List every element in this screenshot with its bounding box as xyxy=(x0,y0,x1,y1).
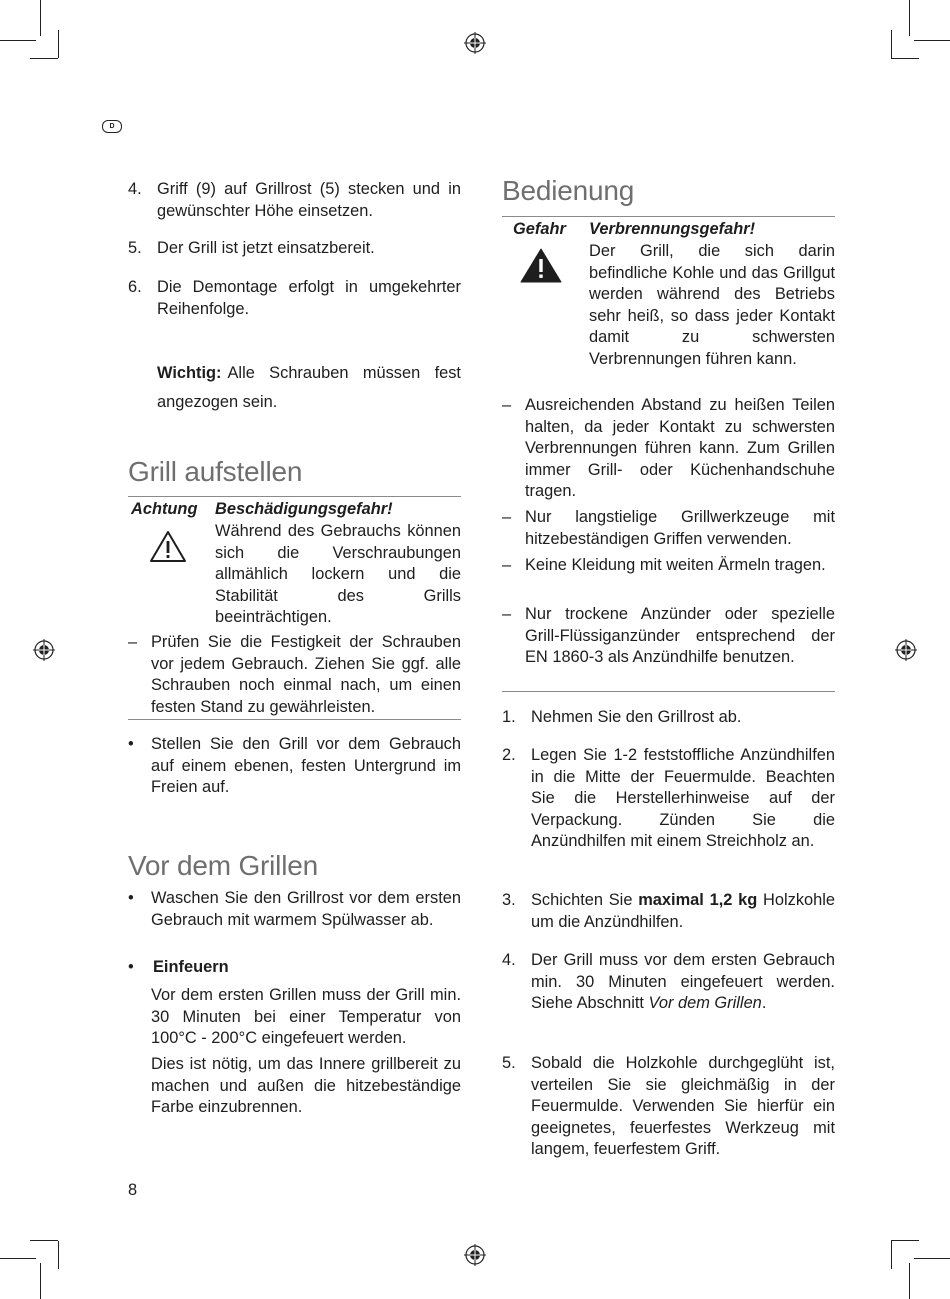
dash-text: Ausreichenden Abstand zu heißen Teilen halten, da jeder Kontakt zu schwersten Verbrennungen führen kann. Zum Grillen immer Grill- oder Küchenhandschuhe tragen. xyxy=(525,396,835,500)
section-title-bedienung: Bedienung xyxy=(502,175,635,206)
dash-text: Keine Kleidung mit weiten Ärmeln tragen. xyxy=(525,556,826,574)
crop-mark-bottom-right-inner-v xyxy=(891,1241,892,1269)
crop-mark-top-left-inner-h xyxy=(30,58,58,59)
crop-mark-bottom-right-vertical xyxy=(909,1263,910,1299)
crop-mark-top-right-inner-h xyxy=(891,58,919,59)
crop-mark-bottom-left-vertical xyxy=(40,1263,41,1299)
step-text xyxy=(531,890,835,933)
danger-dash-item-2 xyxy=(502,507,835,550)
crop-mark-bottom-left-inner-v xyxy=(58,1241,59,1269)
bullet-text: Waschen Sie den Grillrost vor dem ersten Gebrauch mit warmem Spülwasser ab. xyxy=(151,889,461,929)
crop-mark-top-left-inner-v xyxy=(58,30,59,58)
burn-in-bullet-item xyxy=(128,957,461,979)
dash-marker: – xyxy=(502,396,512,414)
step-number: 4. xyxy=(502,951,516,969)
crop-mark-bottom-left-inner-h xyxy=(30,1240,58,1241)
danger-dash-item-4 xyxy=(502,604,835,669)
section-title-vor-dem-grillen: Vor dem Grillen xyxy=(128,850,318,881)
warning-title: Beschädigungsgefahr! xyxy=(215,500,393,518)
warning-dash-item xyxy=(128,632,461,718)
crop-mark-bottom-right-horizontal xyxy=(914,1258,950,1259)
step-text: Legen Sie 1-2 feststoffliche Anzündhilfen in die Mitte der Feuermulde. Beachten Sie die Herstellerhinweise auf der Verpackung. Zünden Sie die Anzündhilfen mit einem Streichholz an. xyxy=(531,746,835,850)
bullet-marker: • xyxy=(128,735,134,753)
dash-text: Nur trockene Anzünder oder spezielle Grill-Flüssiganzünder entsprechend der EN 1860-3 als Anzündhilfe benutzen. xyxy=(525,605,835,666)
assembly-step-6 xyxy=(128,277,461,320)
warning-triangle-outline-icon xyxy=(149,530,187,563)
warning-end-rule xyxy=(128,719,461,720)
burn-in-paragraph-2: Dies ist nötig, um das Innere grillbereit zu machen und außen die hitzebeständige Farbe einzubrennen. xyxy=(151,1055,461,1116)
assembly-step-5 xyxy=(128,238,461,260)
step-number: 1. xyxy=(502,708,516,726)
dash-marker: – xyxy=(502,605,512,623)
operation-step-3 xyxy=(502,890,835,933)
crop-mark-top-right-horizontal xyxy=(914,40,950,41)
step-text: Griff (9) auf Grillrost (5) stecken und in gewünschter Höhe einsetzen. xyxy=(157,180,461,220)
step-text-post: Holzkohle um die Anzündhilfen. xyxy=(531,891,836,931)
bullet-marker: • xyxy=(128,958,134,976)
pre-grill-bullet-item xyxy=(128,888,461,931)
important-text-line1: Alle Schrauben müssen fest xyxy=(227,364,461,382)
step-number: 5. xyxy=(128,239,142,257)
crop-mark-top-right-vertical xyxy=(909,0,910,36)
section-rule xyxy=(502,216,835,217)
dash-text: Prüfen Sie die Festigkeit der Schrauben vor jedem Gebrauch. Ziehen Sie ggf. alle Schrauben noch einmal nach, um einen festen Stand zu gewährleisten. xyxy=(151,633,461,716)
section-rule xyxy=(128,496,461,497)
crop-mark-top-left-vertical xyxy=(40,0,41,36)
operation-step-4 xyxy=(502,950,835,1015)
crop-mark-top-right-inner-v xyxy=(891,30,892,58)
registration-mark-bottom-icon xyxy=(464,1244,486,1266)
step-text-pre: Der Grill muss vor dem ersten Gebrauch min. 30 Minuten eingefeuert werden. Siehe Abschnitt xyxy=(531,951,835,1012)
danger-end-rule xyxy=(502,691,835,692)
registration-mark-top-icon xyxy=(464,32,486,54)
bullet-text: Stellen Sie den Grill vor dem Gebrauch auf einem ebenen, festen Untergrund im Freien auf. xyxy=(151,735,461,796)
step-text: Nehmen Sie den Grillrost ab. xyxy=(531,708,742,726)
danger-dash-item-3 xyxy=(502,555,835,577)
warning-text: Während des Gebrauchs können sich die Verschraubungen allmählich lockern und die Stabilität des Grills beeinträchtigen. xyxy=(215,522,461,626)
step-text: Die Demontage erfolgt in umgekehrter Reihenfolge. xyxy=(157,278,461,318)
important-label: Wichtig: xyxy=(157,364,222,382)
danger-text: Der Grill, die sich darin befindliche Kohle und das Grillgut werden während des Betriebs sehr heiß, so dass jeder Kontakt damit zu schwersten Verbrennungen führen kann. xyxy=(589,242,835,368)
setup-bullet-item xyxy=(128,734,461,799)
danger-title: Verbrennungsgefahr! xyxy=(589,220,756,238)
dash-text: Nur langstielige Grillwerkzeuge mit hitzebeständigen Griffen verwenden. xyxy=(525,508,835,548)
warning-triangle-filled-icon xyxy=(520,248,562,283)
step-number: 3. xyxy=(502,891,516,909)
step-text: Sobald die Holzkohle durchgeglüht ist, verteilen Sie sie gleichmäßig in der Feuermulde. Verwenden Sie hierfür ein geeignetes, feuerfestes Werkzeug mit langem, feuerfestem Griff. xyxy=(531,1054,835,1158)
operation-step-5 xyxy=(502,1053,835,1161)
step-number: 2. xyxy=(502,746,516,764)
step-text xyxy=(531,950,835,1015)
burn-in-paragraph-1: Vor dem ersten Grillen muss der Grill min. 30 Minuten bei einer Temperatur von 100°C - 200°C eingefeuert werden. xyxy=(151,986,461,1047)
important-text-line2: angezogen sein. xyxy=(157,393,278,411)
dash-marker: – xyxy=(502,556,512,574)
step-number: 4. xyxy=(128,180,142,198)
bullet-marker: • xyxy=(128,889,134,907)
step-text: Der Grill ist jetzt einsatzbereit. xyxy=(157,239,375,257)
section-title-grill-aufstellen: Grill aufstellen xyxy=(128,456,303,487)
warning-label: Achtung xyxy=(131,500,198,518)
step-text-post: . xyxy=(761,994,767,1012)
crop-mark-bottom-right-inner-h xyxy=(891,1240,919,1241)
important-note xyxy=(157,359,461,417)
operation-step-2 xyxy=(502,745,835,853)
burn-in-title: Einfeuern xyxy=(153,958,229,976)
step-text-bold: maximal 1,2 kg xyxy=(638,891,758,909)
country-code-badge: D xyxy=(102,120,122,133)
assembly-step-4 xyxy=(128,179,461,222)
registration-mark-right-icon xyxy=(895,639,917,661)
danger-dash-item-1 xyxy=(502,395,835,503)
dash-marker: – xyxy=(502,508,512,526)
step-number: 5. xyxy=(502,1054,516,1072)
operation-step-1 xyxy=(502,707,835,729)
page-number: 8 xyxy=(128,1181,138,1199)
step-text-italic: Vor dem Grillen xyxy=(648,994,762,1012)
step-text-pre: Schichten Sie xyxy=(531,891,639,909)
dash-marker: – xyxy=(128,633,138,651)
crop-mark-bottom-left-horizontal xyxy=(0,1258,36,1259)
crop-mark-top-left-horizontal xyxy=(0,40,36,41)
registration-mark-left-icon xyxy=(33,639,55,661)
danger-label: Gefahr xyxy=(513,220,566,238)
step-number: 6. xyxy=(128,278,142,296)
